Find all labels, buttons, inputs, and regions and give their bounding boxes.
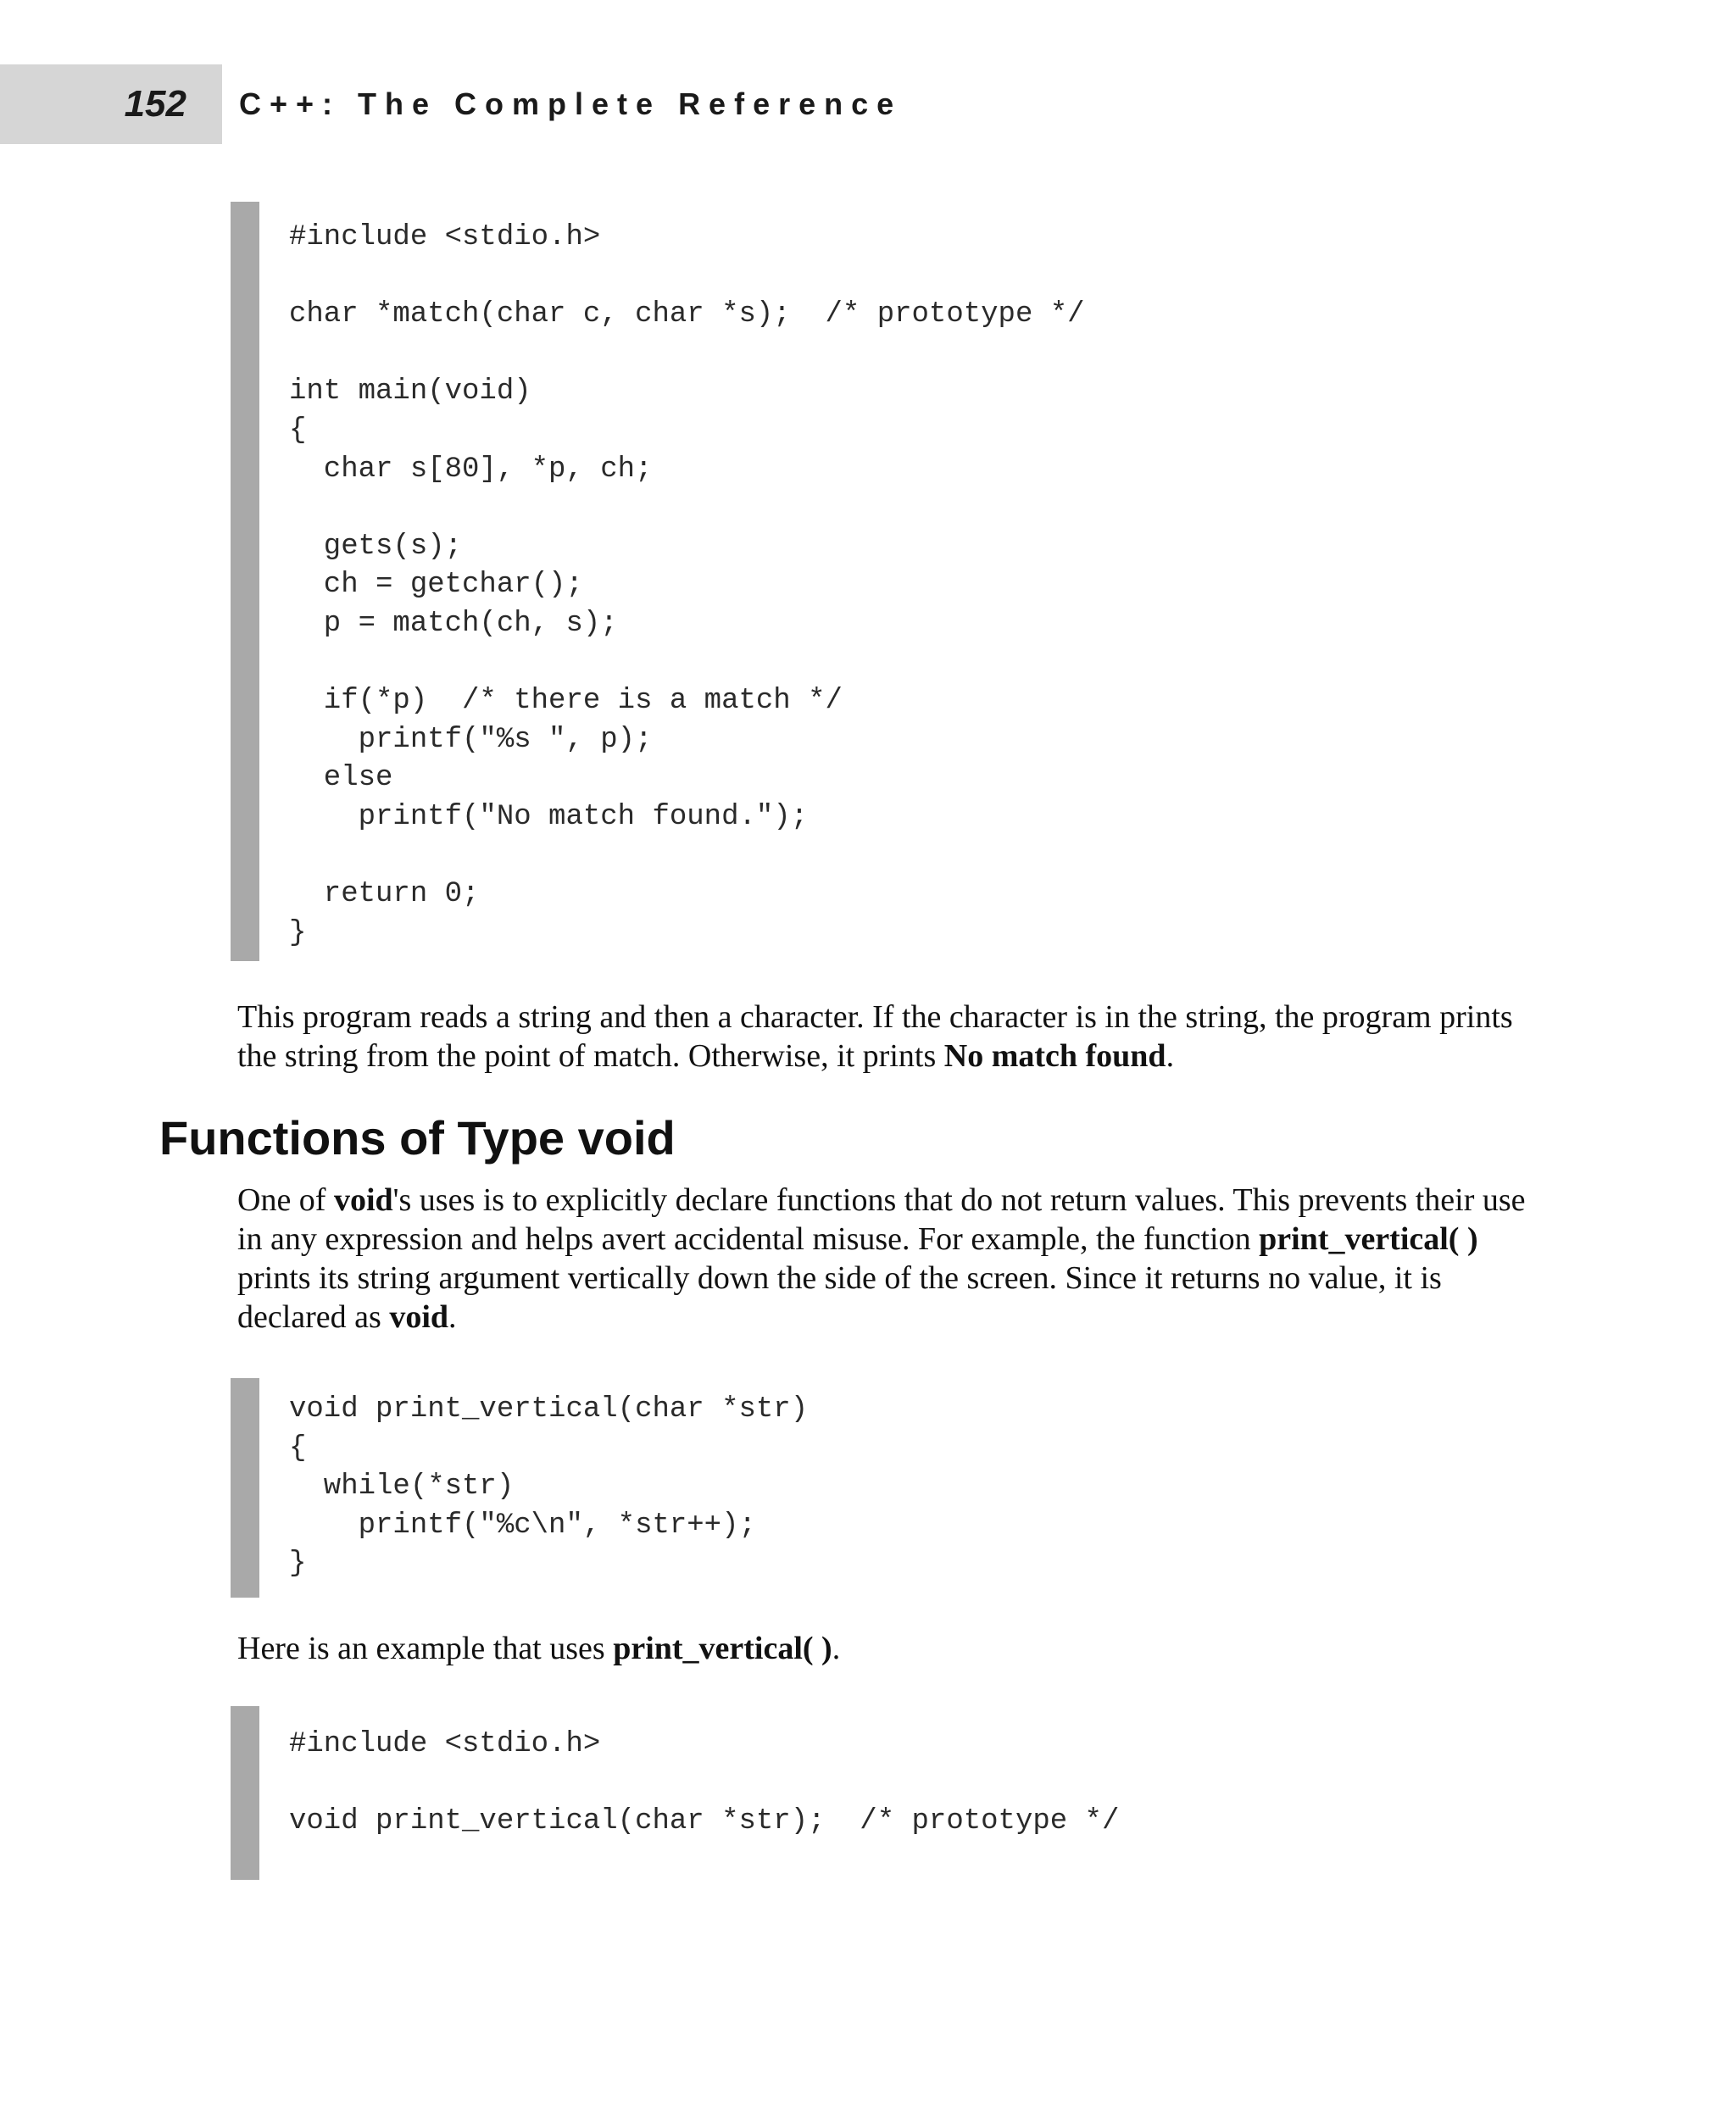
paragraph-text: .: [448, 1299, 457, 1335]
paragraph-text: Here is an example that uses: [237, 1631, 614, 1666]
paragraph-text: .: [832, 1631, 841, 1666]
bold-term-print-vertical: print_vertical( ): [613, 1631, 832, 1666]
paragraph-text: .: [1166, 1038, 1175, 1074]
page-number: 152: [124, 83, 186, 125]
paragraph-text: 's uses is to explicitly declare functions that do not return values. This prevents their use in any expression and helps avert accidental misuse. For example, the function: [237, 1182, 1526, 1257]
code-listing: #include <stdio.h> char *match(char c, char *s); /* prototype */ int main(void) { char s[80], *p, ch; gets(s); ch = getchar(); p = match(ch, s); if(*p) /* there is a match */ printf("%s ", p); else printf("No match found."); return 0; }: [289, 221, 1085, 949]
paragraph-void-functions: [237, 1181, 1526, 1337]
running-title: C++: The Complete Reference: [239, 86, 903, 121]
bold-term-no-match-found: No match found: [943, 1038, 1166, 1074]
code-listing: #include <stdio.h> void print_vertical(char *str); /* prototype */: [289, 1728, 1120, 1838]
code-block-example-program: [231, 1706, 1119, 1880]
code-block-print-vertical: [231, 1378, 808, 1598]
bold-term-void: void: [389, 1299, 449, 1335]
paragraph-text: This program reads a string and then a character. If the character is in the string, the program prints the string from the point of match. Otherwise, it prints: [237, 999, 1513, 1074]
paragraph-text: One of: [237, 1182, 334, 1218]
paragraph-match-explanation: [237, 998, 1526, 1076]
section-heading: Functions of Type void: [159, 1111, 676, 1165]
bold-term-void: void: [333, 1182, 393, 1218]
code-block-match-program: [231, 202, 1085, 961]
paragraph-example-intro: [237, 1629, 1526, 1668]
bold-term-print-vertical: print_vertical( ): [1259, 1221, 1478, 1257]
paragraph-text: prints its string argument vertically down the side of the screen. Since it returns no value, it is declared as: [237, 1260, 1442, 1335]
code-listing: void print_vertical(char *str) { while(*str) printf("%c\n", *str++); }: [289, 1393, 809, 1581]
